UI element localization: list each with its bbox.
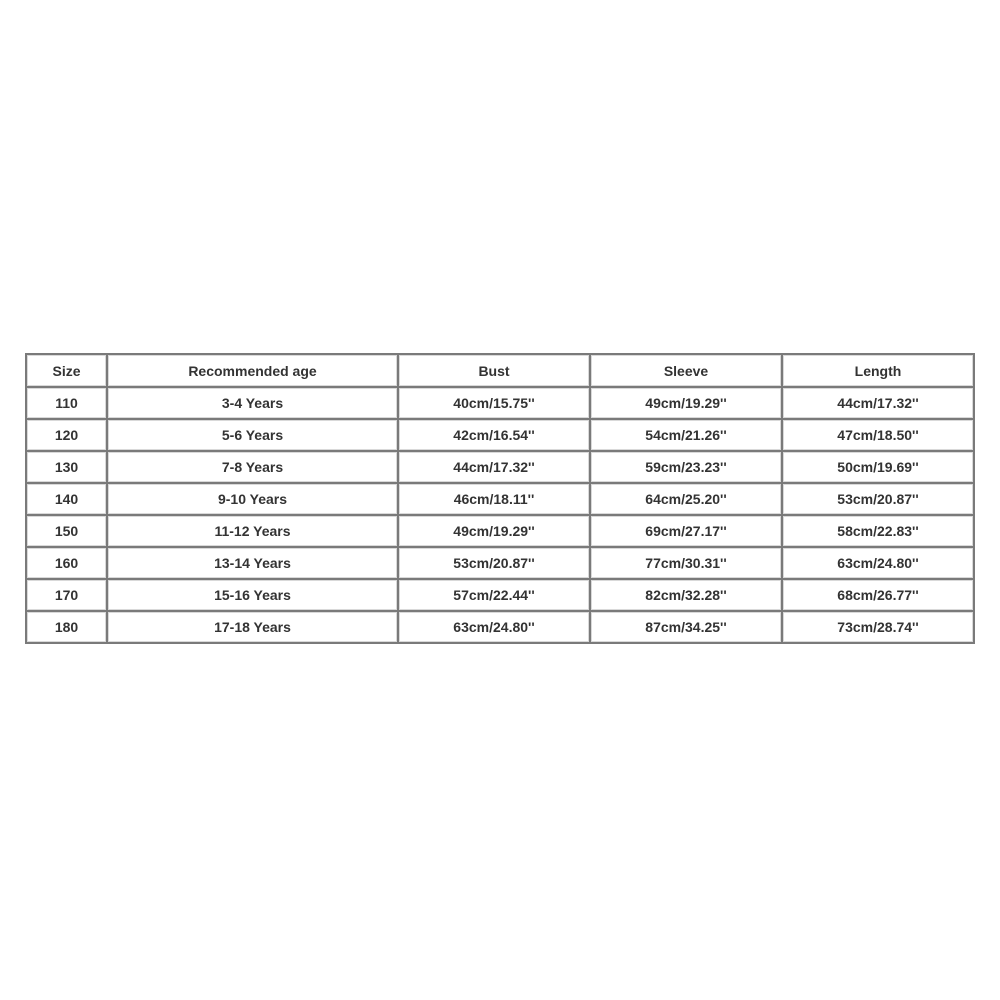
table-row (27, 420, 975, 452)
cell-recommended-age: 11-12 Years (108, 516, 399, 548)
table-row (27, 612, 975, 644)
header-recommended-age: Recommended age (108, 355, 399, 388)
cell-bust: 57cm/22.44'' (399, 580, 591, 612)
cell-bust: 49cm/19.29'' (399, 516, 591, 548)
table-row (27, 516, 975, 548)
header-length: Length (783, 355, 975, 388)
table-row (27, 580, 975, 612)
cell-recommended-age: 7-8 Years (108, 452, 399, 484)
cell-bust: 40cm/15.75'' (399, 388, 591, 420)
header-row (27, 355, 975, 388)
cell-length: 73cm/28.74'' (783, 612, 975, 644)
cell-size: 170 (27, 580, 108, 612)
cell-size: 140 (27, 484, 108, 516)
cell-sleeve: 82cm/32.28'' (591, 580, 783, 612)
cell-recommended-age: 13-14 Years (108, 548, 399, 580)
cell-recommended-age: 5-6 Years (108, 420, 399, 452)
cell-size: 150 (27, 516, 108, 548)
cell-sleeve: 59cm/23.23'' (591, 452, 783, 484)
table-row (27, 452, 975, 484)
cell-length: 63cm/24.80'' (783, 548, 975, 580)
header-size: Size (27, 355, 108, 388)
cell-bust: 44cm/17.32'' (399, 452, 591, 484)
cell-length: 68cm/26.77'' (783, 580, 975, 612)
cell-recommended-age: 15-16 Years (108, 580, 399, 612)
header-sleeve: Sleeve (591, 355, 783, 388)
cell-sleeve: 64cm/25.20'' (591, 484, 783, 516)
cell-bust: 63cm/24.80'' (399, 612, 591, 644)
table-body (27, 388, 975, 644)
cell-recommended-age: 3-4 Years (108, 388, 399, 420)
cell-sleeve: 54cm/21.26'' (591, 420, 783, 452)
cell-length: 44cm/17.32'' (783, 388, 975, 420)
cell-length: 53cm/20.87'' (783, 484, 975, 516)
cell-recommended-age: 17-18 Years (108, 612, 399, 644)
cell-size: 180 (27, 612, 108, 644)
cell-length: 58cm/22.83'' (783, 516, 975, 548)
cell-size: 130 (27, 452, 108, 484)
table-row (27, 548, 975, 580)
cell-size: 120 (27, 420, 108, 452)
table-row (27, 388, 975, 420)
cell-bust: 53cm/20.87'' (399, 548, 591, 580)
cell-length: 47cm/18.50'' (783, 420, 975, 452)
cell-length: 50cm/19.69'' (783, 452, 975, 484)
cell-size: 160 (27, 548, 108, 580)
cell-size: 110 (27, 388, 108, 420)
cell-sleeve: 77cm/30.31'' (591, 548, 783, 580)
size-chart-table (25, 353, 975, 644)
cell-sleeve: 87cm/34.25'' (591, 612, 783, 644)
cell-sleeve: 69cm/27.17'' (591, 516, 783, 548)
cell-sleeve: 49cm/19.29'' (591, 388, 783, 420)
cell-bust: 42cm/16.54'' (399, 420, 591, 452)
cell-bust: 46cm/18.11'' (399, 484, 591, 516)
table-header (27, 355, 975, 388)
table-row (27, 484, 975, 516)
header-bust: Bust (399, 355, 591, 388)
cell-recommended-age: 9-10 Years (108, 484, 399, 516)
